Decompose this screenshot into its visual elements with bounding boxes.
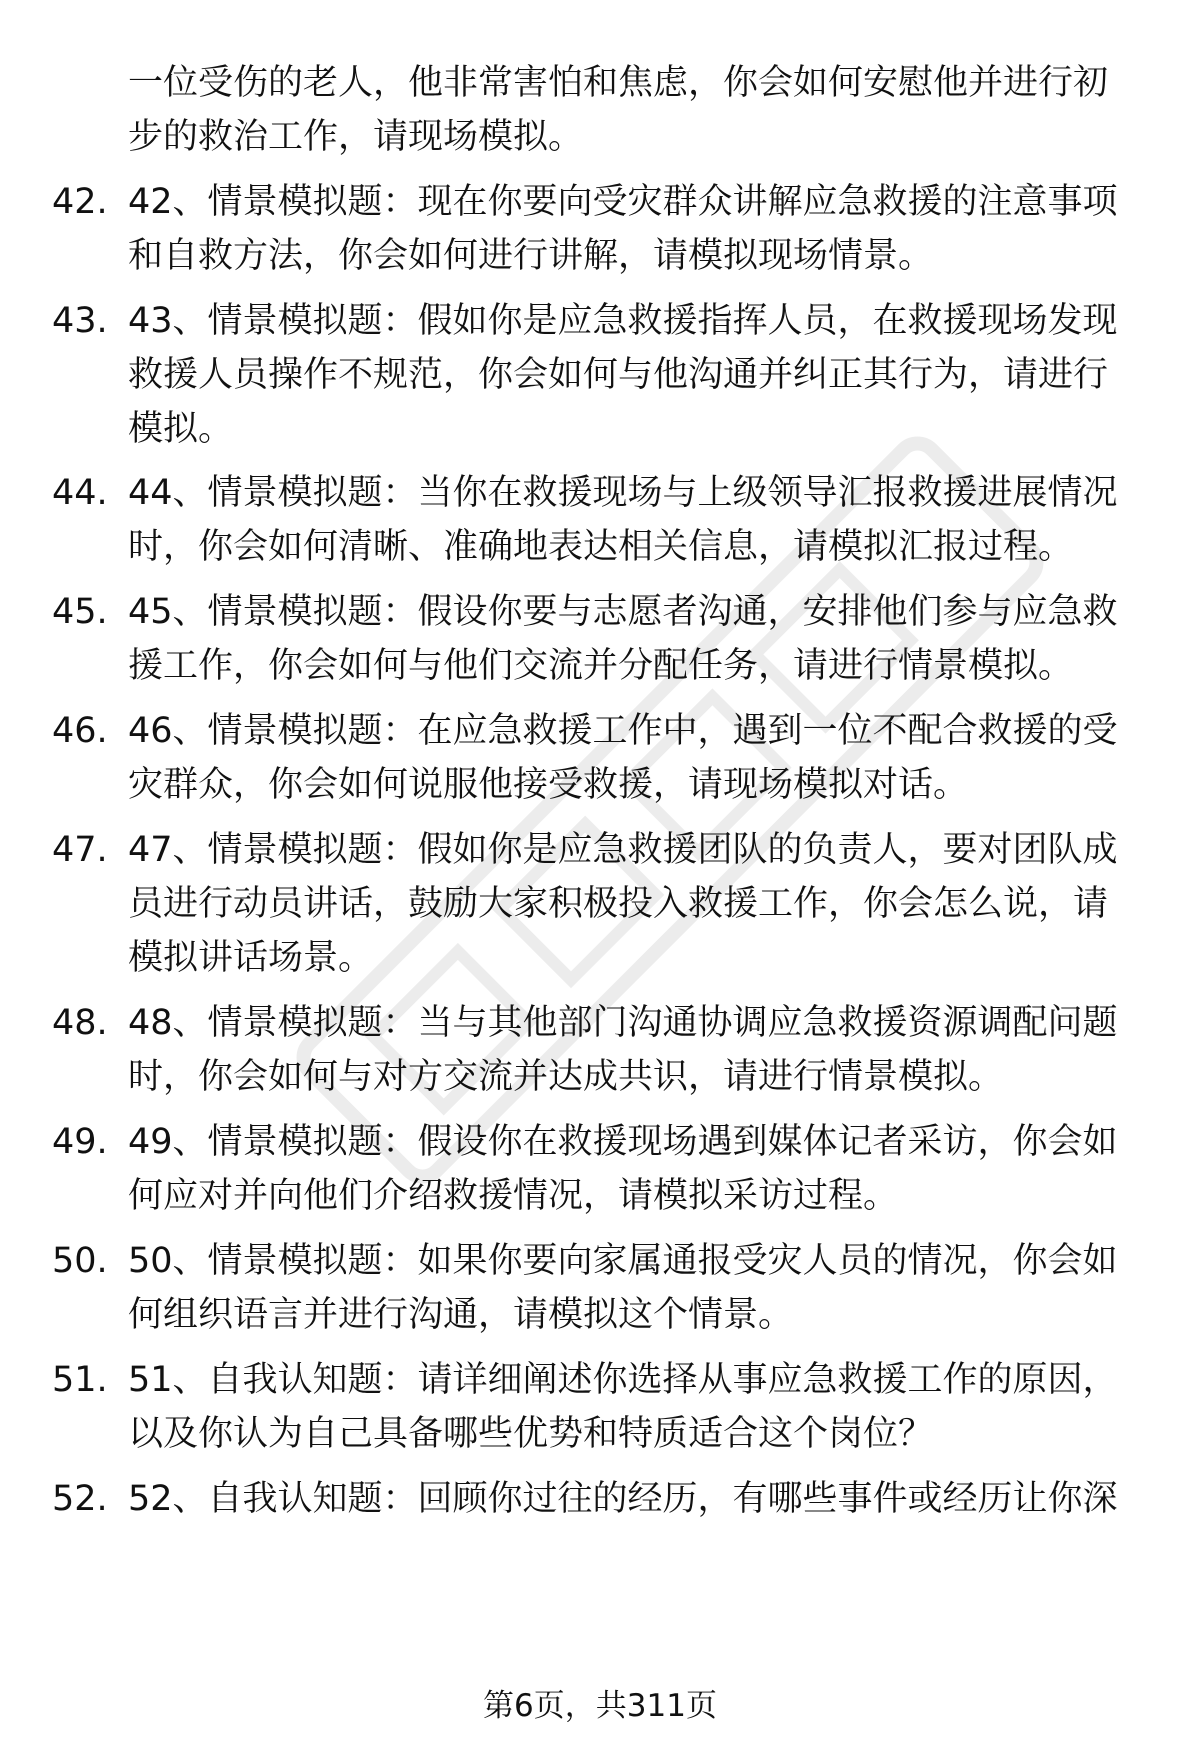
question-number: 47. — [52, 830, 108, 870]
question-text: 45、情景模拟题：假设你要与志愿者沟通，安排他们参与应急救 援工作，你会如何与他们交流并分配任务，请进行情景模拟。 — [128, 592, 1118, 686]
continuation-paragraph: 一位受伤的老人，他非常害怕和焦虑，你会如何安慰他并进行初 步的救治工作，请现场模拟。 — [128, 63, 1109, 157]
question-text: 42、情景模拟题：现在你要向受灾群众讲解应急救援的注意事项 和自救方法，你会如何进行讲解，请模拟现场情景。 — [128, 182, 1118, 276]
question-text: 46、情景模拟题：在应急救援工作中，遇到一位不配合救援的受 灾群众，你会如何说服他接受救援，请现场模拟对话。 — [128, 711, 1118, 805]
question-text: 43、情景模拟题：假如你是应急救援指挥人员，在救援现场发现 救援人员操作不规范，你会如何与他沟通并纠正其行为，请进行 模拟。 — [128, 301, 1118, 449]
question-number: 52. — [52, 1479, 108, 1519]
page-footer: 第6页，共311页 — [483, 1688, 717, 1724]
question-number: 44. — [52, 473, 108, 513]
question-text: 44、情景模拟题：当你在救援现场与上级领导汇报救援进展情况 时，你会如何清晰、准确地表达相关信息，请模拟汇报过程。 — [128, 473, 1118, 567]
question-number: 45. — [52, 592, 108, 632]
question-number: 42. — [52, 182, 108, 222]
question-number: 48. — [52, 1003, 108, 1043]
question-number: 46. — [52, 711, 108, 751]
question-number: 51. — [52, 1360, 108, 1400]
question-number: 50. — [52, 1241, 108, 1281]
question-text: 51、自我认知题：请详细阐述你选择从事应急救援工作的原因， 以及你认为自己具备哪些优势和特质适合这个岗位？ — [128, 1360, 1118, 1454]
question-number: 49. — [52, 1122, 108, 1162]
question-text: 49、情景模拟题：假设你在救援现场遇到媒体记者采访，你会如 何应对并向他们介绍救援情况，请模拟采访过程。 — [128, 1122, 1118, 1216]
question-text: 48、情景模拟题：当与其他部门沟通协调应急救援资源调配问题 时，你会如何与对方交流并达成共识，请进行情景模拟。 — [128, 1003, 1118, 1097]
question-text: 50、情景模拟题：如果你要向家属通报受灾人员的情况，你会如 何组织语言并进行沟通，请模拟这个情景。 — [128, 1241, 1118, 1335]
question-text: 47、情景模拟题：假如你是应急救援团队的负责人，要对团队成 员进行动员讲话，鼓励大家积极投入救援工作，你会怎么说，请 模拟讲话场景。 — [128, 830, 1118, 978]
question-number: 43. — [52, 301, 108, 341]
question-text: 52、自我认知题：回顾你过往的经历，有哪些事件或经历让你深 — [128, 1479, 1118, 1519]
